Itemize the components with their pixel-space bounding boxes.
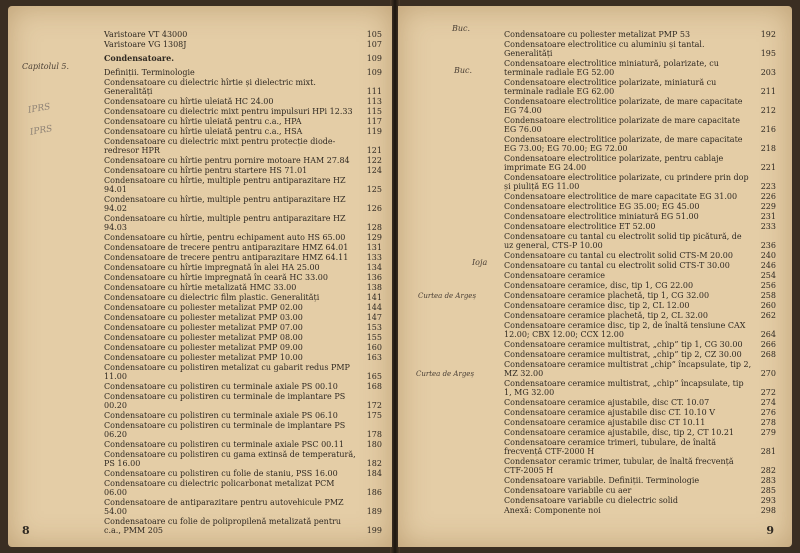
toc-entry-page: 270 (760, 369, 776, 378)
toc-entry-title: Condensatoare electrolitice polarizate de mare capacitate EG 76.00 (504, 116, 740, 134)
toc-entry-page: 165 (366, 372, 382, 381)
toc-entry-title: Condensatoare cu poliester metalizat PMP 03.00 (104, 313, 303, 322)
left-page (8, 6, 392, 547)
toc-entry-title: Condensatoare cu hîrtie uleiată HC 24.00 (104, 97, 274, 106)
toc-entry-title: Condensatoare electrolitice cu aluminiu și tantal. Generalități (504, 40, 705, 58)
toc-entry-title: Condensatoare cu polistiren cu gama extinsă de temperatură, PS 16.00 (104, 450, 356, 468)
toc-entry (104, 40, 382, 49)
toc-entry (504, 350, 776, 359)
toc-entry-page: 203 (760, 68, 776, 77)
toc-entry-title: Condensatoare ceramice ajustabile disc CT 10.11 (504, 418, 706, 427)
toc-entry (104, 333, 382, 342)
toc-entry-page: 175 (366, 411, 382, 420)
toc-entry-title: Condensatoare ceramice multistrat, „chip” tip 2, CZ 30.00 (504, 350, 742, 359)
toc-entry-page: 189 (366, 507, 382, 516)
toc-entry (104, 469, 382, 478)
toc-entry (104, 313, 382, 322)
toc-entry-title: Condensatoare cu poliester metalizat PMP 10.00 (104, 353, 303, 362)
toc-entry-page: 134 (366, 263, 382, 272)
toc-entry-title: Condensatoare cu hîrtie, multiple pentru antiparazitare HZ 94.01 (104, 176, 346, 194)
toc-entry-page: 163 (366, 353, 382, 362)
toc-entry-page: 184 (366, 469, 382, 478)
toc-entry-title: Condensatoare de trecere pentru antiparazitare HMZ 64.01 (104, 243, 349, 252)
toc-entry-page: 124 (366, 166, 382, 175)
toc-entry-page: 258 (760, 291, 776, 300)
toc-entry-title: Condensatoare cu hîrtie uleiată pentru c.a., HSA (104, 127, 303, 136)
toc-entry (104, 450, 382, 468)
toc-entry (104, 440, 382, 449)
toc-entry-page: 136 (366, 273, 382, 282)
toc-entry-page: 226 (760, 192, 776, 201)
toc-entry-title: Condensatoare de antiparazitare pentru autovehicule PMZ 54.00 (104, 498, 344, 516)
toc-entry-title: Condensatoare cu hîrtie, multiple pentru antiparazitare HZ 94.02 (104, 195, 346, 213)
toc-entry (504, 496, 776, 505)
toc-entry-title: Condensatoare de trecere pentru antiparazitare HMZ 64.11 (104, 253, 349, 262)
toc-entry-page: 160 (366, 343, 382, 352)
toc-entry-title: Condensatoare electrolitice ET 52.00 (504, 222, 656, 231)
toc-entry (104, 107, 382, 116)
toc-entry (504, 506, 776, 515)
toc-entry-title: Condensatoare electrolitice polarizate, de mare capacitate EG 73.00; EG 70.00; EG 72.00 (504, 135, 743, 153)
toc-entry-page: 131 (366, 243, 382, 252)
toc-entry (504, 154, 776, 172)
toc-entry (504, 232, 776, 250)
toc-entry (104, 353, 382, 362)
toc-entry (104, 243, 382, 252)
toc-entry-page: 279 (760, 428, 776, 437)
toc-entry-page: 119 (366, 127, 382, 136)
toc-entry-title: Varistoare VG 1308J (104, 40, 187, 49)
table-of-contents-left (104, 30, 382, 536)
toc-entry (104, 392, 382, 410)
toc-entry-title: Condensatoare cu folie de polipropilenă metalizată pentru c.a., PMM 205 (104, 517, 342, 535)
toc-entry-page: 111 (366, 87, 382, 96)
toc-entry-page: 199 (366, 526, 382, 535)
toc-entry-title: Condensatoare. (104, 53, 175, 63)
toc-entry-title: Condensatoare cu polistiren cu terminale axiale PSC 00.11 (104, 440, 344, 449)
toc-entry-page: 144 (366, 303, 382, 312)
toc-entry (504, 116, 776, 134)
toc-entry-page: 186 (366, 488, 382, 497)
toc-entry-page: 283 (760, 476, 776, 485)
chapter-label: Capitolul 5. (22, 62, 70, 71)
toc-entry-title: Condensatoare ceramice (504, 271, 606, 280)
toc-entry-page: 172 (366, 401, 382, 410)
toc-entry (104, 166, 382, 175)
toc-entry (504, 360, 776, 378)
toc-entry (504, 311, 776, 320)
toc-entry-title: Condensatoare cu polistiren cu folie de staniu, PSS 16.00 (104, 469, 338, 478)
toc-entry-page: 221 (760, 163, 776, 172)
handwritten-note-buc-2: Buc. (454, 66, 473, 75)
toc-entry-page: 216 (760, 125, 776, 134)
toc-entry-title: Condensatoare cu polistiren cu terminale de implantare PS 00.20 (104, 392, 346, 410)
toc-entry-page: 264 (760, 330, 776, 339)
toc-entry (504, 78, 776, 96)
toc-entry (504, 486, 776, 495)
toc-entry-page: 155 (366, 333, 382, 342)
toc-entry (504, 408, 776, 417)
toc-entry-title: Condensatoare electrolitice EG 35.00; EG 45.00 (504, 202, 700, 211)
toc-entry-page: 236 (760, 241, 776, 250)
toc-entry-title: Condensatoare cu polistiren cu terminale axiale PS 00.10 (104, 382, 338, 391)
toc-entry-page: 246 (760, 261, 776, 270)
toc-entry (504, 135, 776, 153)
toc-entry-title: Condensatoare electrolitice polarizate, de mare capacitate EG 74.00 (504, 97, 743, 115)
toc-entry (104, 263, 382, 272)
toc-entry-title: Varistoare VT 43000 (104, 30, 188, 39)
toc-entry-page: 298 (760, 506, 776, 515)
toc-entry (104, 68, 382, 77)
toc-entry-title: Condensatoare electrolitice polarizate, pentru cablaje imprimate EG 24.00 (504, 154, 724, 172)
toc-entry-title: Condensatoare cu polistiren metalizat cu gabarit redus PMP 11.00 (104, 363, 350, 381)
toc-entry (504, 261, 776, 270)
toc-entry-page: 281 (760, 447, 776, 456)
toc-entry (104, 117, 382, 126)
toc-entry-page: 109 (366, 68, 382, 77)
toc-entry-title: Condensatoare cu dielectric mixt pentru impulsuri HPi 12.33 (104, 107, 353, 116)
toc-entry-page: 282 (760, 466, 776, 475)
toc-entry (504, 173, 776, 191)
toc-entry-page: 115 (366, 107, 382, 116)
toc-entry-page: 182 (366, 459, 382, 468)
toc-entry (104, 137, 382, 155)
toc-entry (104, 156, 382, 165)
handwritten-note-iprs-2: IPRS (29, 124, 54, 138)
toc-entry (504, 418, 776, 427)
handwritten-note-curtea-1: Curtea de Argeș (418, 292, 477, 300)
toc-entry-page: 133 (366, 253, 382, 262)
toc-entry-title: Condensatoare variabile cu aer (504, 486, 632, 495)
toc-entry-page: 109 (366, 54, 382, 63)
toc-entry-page: 218 (760, 144, 776, 153)
toc-entry (104, 411, 382, 420)
toc-entry-page: 266 (760, 340, 776, 349)
toc-entry-page: 113 (366, 97, 382, 106)
toc-entry-title: Condensatoare cu hîrtie impregnată în alei HA 25.00 (104, 263, 320, 272)
toc-entry-title: Condensatoare cu dielectric mixt pentru protecție diode-redresor HPR (104, 137, 336, 155)
toc-entry-page: 105 (366, 30, 382, 39)
toc-entry (104, 293, 382, 302)
toc-entry (504, 192, 776, 201)
toc-entry-page: 117 (366, 117, 382, 126)
toc-entry-title: Condensatoare cu poliester metalizat PMP 07.00 (104, 323, 303, 332)
toc-entry (104, 30, 382, 39)
toc-entry-page: 240 (760, 251, 776, 260)
toc-entry-page: 268 (760, 350, 776, 359)
toc-entry-page: 192 (760, 30, 776, 39)
toc-entry (504, 398, 776, 407)
toc-entry (504, 438, 776, 456)
toc-entry (104, 253, 382, 262)
toc-entry-page: 260 (760, 301, 776, 310)
toc-entry-page: 180 (366, 440, 382, 449)
toc-entry (504, 202, 776, 211)
toc-entry (504, 476, 776, 485)
toc-entry (504, 379, 776, 397)
toc-entry-page: 129 (366, 233, 382, 242)
toc-entry (104, 54, 382, 63)
toc-entry-title: Condensatoare cu poliester metalizat PMP 08.00 (104, 333, 303, 342)
toc-entry-page: 107 (366, 40, 382, 49)
toc-entry-title: Condensatoare ceramice multistrat, „chip” încapsulate, tip 1, MG 32.00 (504, 379, 744, 397)
toc-entry (504, 212, 776, 221)
toc-entry-page: 153 (366, 323, 382, 332)
toc-entry-title: Condensatoare cu hîrtie uleiată pentru c.a., HPA (104, 117, 302, 126)
toc-entry-title: Condensatoare ceramice disc, tip 2, de înaltă tensiune CAX 12.00; CBX 12.00; CCX 12.00 (504, 321, 746, 339)
toc-entry-title: Condensatoare cu dielectric film plastic. Generalități (104, 293, 320, 302)
toc-entry-title: Condensatoare ceramice ajustabile, disc CT. 10.07 (504, 398, 710, 407)
toc-entry (104, 195, 382, 213)
toc-entry-page: 211 (760, 87, 776, 96)
toc-entry (504, 251, 776, 260)
toc-entry-page: 195 (760, 49, 776, 58)
toc-entry-page: 231 (760, 212, 776, 221)
page-number-right: 9 (766, 524, 774, 537)
toc-entry-page: 122 (366, 156, 382, 165)
toc-entry-title: Condensatoare electrolitice polarizate, miniatură cu terminale radiale EG 62.00 (504, 78, 717, 96)
toc-entry (504, 97, 776, 115)
toc-entry (104, 303, 382, 312)
toc-entry-page: 256 (760, 281, 776, 290)
toc-entry (104, 233, 382, 242)
toc-entry-title: Condensatoare electrolitice miniatură, polarizate, cu terminale radiale EG 52.00 (504, 59, 719, 77)
toc-entry-page: 285 (760, 486, 776, 495)
toc-entry (104, 323, 382, 332)
toc-entry (104, 127, 382, 136)
toc-entry-title: Condensatoare cu hîrtie metalizată HMC 33.00 (104, 283, 297, 292)
toc-entry-title: Condensatoare electrolitice polarizate, cu prindere prin dop și piuliță EG 11.00 (504, 173, 749, 191)
toc-entry-title: Condensatoare ceramice, disc, tip 1, CG 22.00 (504, 281, 694, 290)
toc-entry-title: Condensatoare cu tantal cu electrolit solid CTS-M 20.00 (504, 251, 733, 260)
toc-entry-page: 293 (760, 496, 776, 505)
toc-entry (504, 321, 776, 339)
toc-entry-page: 121 (366, 146, 382, 155)
toc-entry-title: Condensatoare cu hîrtie pentru pornire motoare HAM 27.84 (104, 156, 350, 165)
toc-entry-title: Condensatoare cu polistiren cu terminale de implantare PS 06.20 (104, 421, 346, 439)
toc-entry-title: Condensatoare cu tantal cu electrolit solid tip picătură, de uz general, CTS-P 10.00 (504, 232, 742, 250)
toc-entry (504, 222, 776, 231)
toc-entry-page: 254 (760, 271, 776, 280)
toc-entry-title: Condensatoare ceramice plachetă, tip 1, CG 32.00 (504, 291, 710, 300)
toc-entry-title: Condensatoare cu poliester metalizat PMP 53 (504, 30, 691, 39)
handwritten-note-buc-1: Buc. (452, 24, 471, 33)
toc-entry-title: Condensatoare ceramice disc, tip 2, CL 12.00 (504, 301, 690, 310)
toc-entry (104, 382, 382, 391)
toc-entry (104, 283, 382, 292)
toc-entry (104, 78, 382, 96)
toc-entry-title: Condensatoare cu hîrtie, multiple pentru antiparazitare HZ 94.03 (104, 214, 346, 232)
toc-entry-title: Condensatoare cu dielectric policarbonat metalizat PCM 06.00 (104, 479, 335, 497)
toc-entry-title: Condensatoare cu poliester metalizat PMP 09.00 (104, 343, 303, 352)
toc-entry (504, 59, 776, 77)
toc-entry-title: Condensatoare ceramice trimeri, tubulare, de înaltă frecvență CTF-2000 H (504, 438, 717, 456)
toc-entry-title: Condensator ceramic trimer, tubular, de înaltă frecvență CTF-2005 H (504, 457, 734, 475)
page-number-left: 8 (22, 524, 30, 537)
toc-entry (104, 343, 382, 352)
toc-entry-title: Condensatoare ceramice ajustabile disc CT. 10.10 V (504, 408, 715, 417)
toc-entry-title: Condensatoare cu hîrtie, pentru echipament auto HS 65.00 (104, 233, 346, 242)
toc-entry-title: Definiții. Terminologie (104, 68, 195, 77)
toc-entry (104, 498, 382, 516)
toc-entry-page: 141 (366, 293, 382, 302)
toc-entry-title: Condensatoare cu hîrtie pentru startere HS 71.01 (104, 166, 308, 175)
handwritten-note-ioja: Ioja (472, 258, 488, 267)
toc-entry (104, 214, 382, 232)
toc-entry-title: Condensatoare electrolitice miniatură EG 51.00 (504, 212, 699, 221)
toc-entry (104, 479, 382, 497)
table-of-contents-right (504, 30, 776, 516)
toc-entry-page: 138 (366, 283, 382, 292)
toc-entry (104, 273, 382, 282)
toc-entry (104, 363, 382, 381)
toc-entry-page: 233 (760, 222, 776, 231)
toc-entry-page: 262 (760, 311, 776, 320)
toc-entry-page: 147 (366, 313, 382, 322)
toc-entry (104, 97, 382, 106)
toc-entry-title: Condensatoare ceramice ajustabile, disc, tip 2, CT 10.21 (504, 428, 735, 437)
handwritten-note-curtea-2: Curtea de Argeș (416, 370, 475, 378)
toc-entry-title: Condensatoare ceramice plachetă, tip 2, CL 32.00 (504, 311, 708, 320)
toc-entry-title: Condensatoare ceramice multistrat „chip” încapsulate, tip 2, MZ 32.00 (504, 360, 752, 378)
toc-entry (504, 428, 776, 437)
toc-entry-page: 126 (366, 204, 382, 213)
toc-entry-page: 274 (760, 398, 776, 407)
toc-entry-page: 212 (760, 106, 776, 115)
toc-entry (104, 176, 382, 194)
toc-entry-title: Condensatoare variabile cu dielectric solid (504, 496, 678, 505)
handwritten-note-iprs-1: IPRS (27, 102, 52, 116)
toc-entry-page: 178 (366, 430, 382, 439)
toc-entry-page: 168 (366, 382, 382, 391)
toc-entry-page: 125 (366, 185, 382, 194)
toc-entry (504, 291, 776, 300)
toc-entry (504, 271, 776, 280)
toc-entry-page: 278 (760, 418, 776, 427)
toc-entry-page: 229 (760, 202, 776, 211)
toc-entry-page: 272 (760, 388, 776, 397)
toc-entry (504, 30, 776, 39)
toc-entry (504, 457, 776, 475)
toc-entry-title: Condensatoare cu hîrtie impregnată în ceară HC 33.00 (104, 273, 328, 282)
toc-entry (104, 421, 382, 439)
toc-entry-title: Condensatoare electrolitice de mare capacitate EG 31.00 (504, 192, 738, 201)
toc-entry (104, 517, 382, 535)
toc-entry (504, 40, 776, 58)
toc-entry (504, 281, 776, 290)
toc-entry-title: Anexă: Componente noi (504, 506, 601, 515)
toc-entry-title: Condensatoare cu dielectric hîrtie și dielectric mixt. Generalități (104, 78, 316, 96)
toc-entry (504, 340, 776, 349)
toc-entry-page: 128 (366, 223, 382, 232)
right-page (398, 6, 792, 547)
toc-entry-title: Condensatoare variabile. Definiții. Terminologie (504, 476, 700, 485)
toc-entry-title: Condensatoare cu polistiren cu terminale axiale PS 06.10 (104, 411, 338, 420)
toc-entry (504, 301, 776, 310)
toc-entry-title: Condensatoare cu poliester metalizat PMP 02.00 (104, 303, 303, 312)
toc-entry-title: Condensatoare ceramice multistrat, „chip” tip 1, CG 30.00 (504, 340, 743, 349)
toc-entry-title: Condensatoare cu tantal cu electrolit solid CTS-T 30.00 (504, 261, 730, 270)
toc-entry-page: 276 (760, 408, 776, 417)
toc-entry-page: 223 (760, 182, 776, 191)
